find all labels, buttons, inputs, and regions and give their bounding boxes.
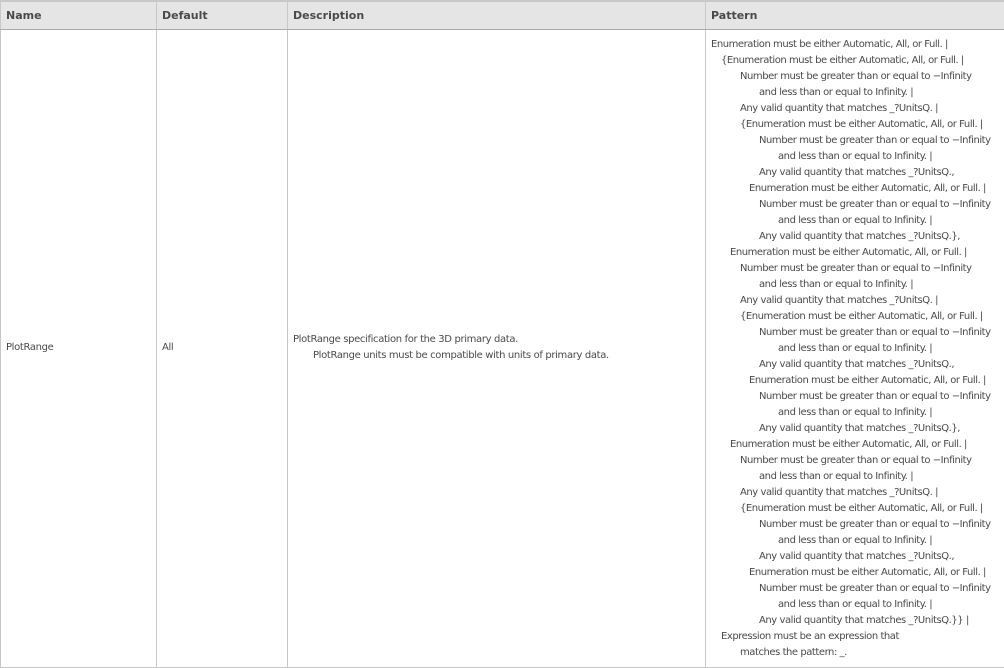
header-row xyxy=(1,1,1004,29)
pattern-line: {Enumeration must be either Automatic, All, or Full. | xyxy=(721,54,964,66)
pattern-line: Number must be greater than or equal to −Infinity xyxy=(740,262,972,274)
pattern-line: and less than or equal to Infinity. | xyxy=(778,406,933,418)
option-pattern-cell xyxy=(706,29,1004,668)
pattern-line: Any valid quantity that matches _?UnitsQ. | xyxy=(740,294,939,306)
pattern-line: {Enumeration must be either Automatic, All, or Full. | xyxy=(740,310,983,322)
description-line: PlotRange units must be compatible with units of primary data. xyxy=(313,350,609,362)
column-header-pattern: Pattern xyxy=(706,1,1004,29)
pattern-line: Any valid quantity that matches _?UnitsQ., xyxy=(759,166,955,178)
pattern-line: and less than or equal to Infinity. | xyxy=(778,534,933,546)
pattern-line: and less than or equal to Infinity. | xyxy=(778,342,933,354)
pattern-line: and less than or equal to Infinity. | xyxy=(759,278,914,290)
pattern-line: Number must be greater than or equal to −Infinity xyxy=(759,518,991,530)
pattern-line: Enumeration must be either Automatic, All, or Full. | xyxy=(730,438,967,450)
pattern-line: Number must be greater than or equal to −Infinity xyxy=(759,326,991,338)
pattern-line: Any valid quantity that matches _?UnitsQ. | xyxy=(740,102,939,114)
pattern-line: Expression must be an expression that xyxy=(721,630,899,642)
column-header-default: Default xyxy=(157,1,288,29)
pattern-line: Number must be greater than or equal to −Infinity xyxy=(759,390,991,402)
pattern-line: {Enumeration must be either Automatic, All, or Full. | xyxy=(740,502,983,514)
pattern-line: Number must be greater than or equal to −Infinity xyxy=(759,198,991,210)
pattern-line: Enumeration must be either Automatic, All, or Full. | xyxy=(730,246,967,258)
pattern-line: Enumeration must be either Automatic, All, or Full. | xyxy=(749,566,986,578)
description-line: PlotRange specification for the 3D primary data. xyxy=(293,334,518,346)
pattern-line: and less than or equal to Infinity. | xyxy=(778,214,933,226)
pattern-line: {Enumeration must be either Automatic, All, or Full. | xyxy=(740,118,983,130)
pattern-line: Any valid quantity that matches _?UnitsQ., xyxy=(759,358,955,370)
option-description-cell xyxy=(288,29,706,668)
pattern-line: Any valid quantity that matches _?UnitsQ., xyxy=(759,550,955,562)
pattern-line: matches the pattern: _. xyxy=(740,646,847,658)
column-header-name: Name xyxy=(1,1,157,29)
pattern-line: and less than or equal to Infinity. | xyxy=(759,86,914,98)
pattern-line: and less than or equal to Infinity. | xyxy=(759,470,914,482)
pattern-line: Enumeration must be either Automatic, All, or Full. | xyxy=(711,38,948,50)
option-default-cell: All xyxy=(157,29,288,668)
pattern-line: and less than or equal to Infinity. | xyxy=(778,598,933,610)
option-name-cell: PlotRange xyxy=(1,29,157,668)
pattern-line: Number must be greater than or equal to −Infinity xyxy=(759,582,991,594)
pattern-line: Number must be greater than or equal to −Infinity xyxy=(740,70,972,82)
column-header-description: Description xyxy=(288,1,706,29)
pattern-line: Any valid quantity that matches _?UnitsQ.}, xyxy=(759,422,961,434)
pattern-line: Enumeration must be either Automatic, All, or Full. | xyxy=(749,374,986,386)
table-row xyxy=(1,29,1004,668)
pattern-line: Enumeration must be either Automatic, All, or Full. | xyxy=(749,182,986,194)
pattern-line: Any valid quantity that matches _?UnitsQ.}, xyxy=(759,230,961,242)
pattern-line: Number must be greater than or equal to −Infinity xyxy=(740,454,972,466)
pattern-line: Any valid quantity that matches _?UnitsQ.}} | xyxy=(759,614,969,626)
pattern-line: Any valid quantity that matches _?UnitsQ. | xyxy=(740,486,939,498)
pattern-line: Number must be greater than or equal to −Infinity xyxy=(759,134,991,146)
pattern-line: and less than or equal to Infinity. | xyxy=(778,150,933,162)
